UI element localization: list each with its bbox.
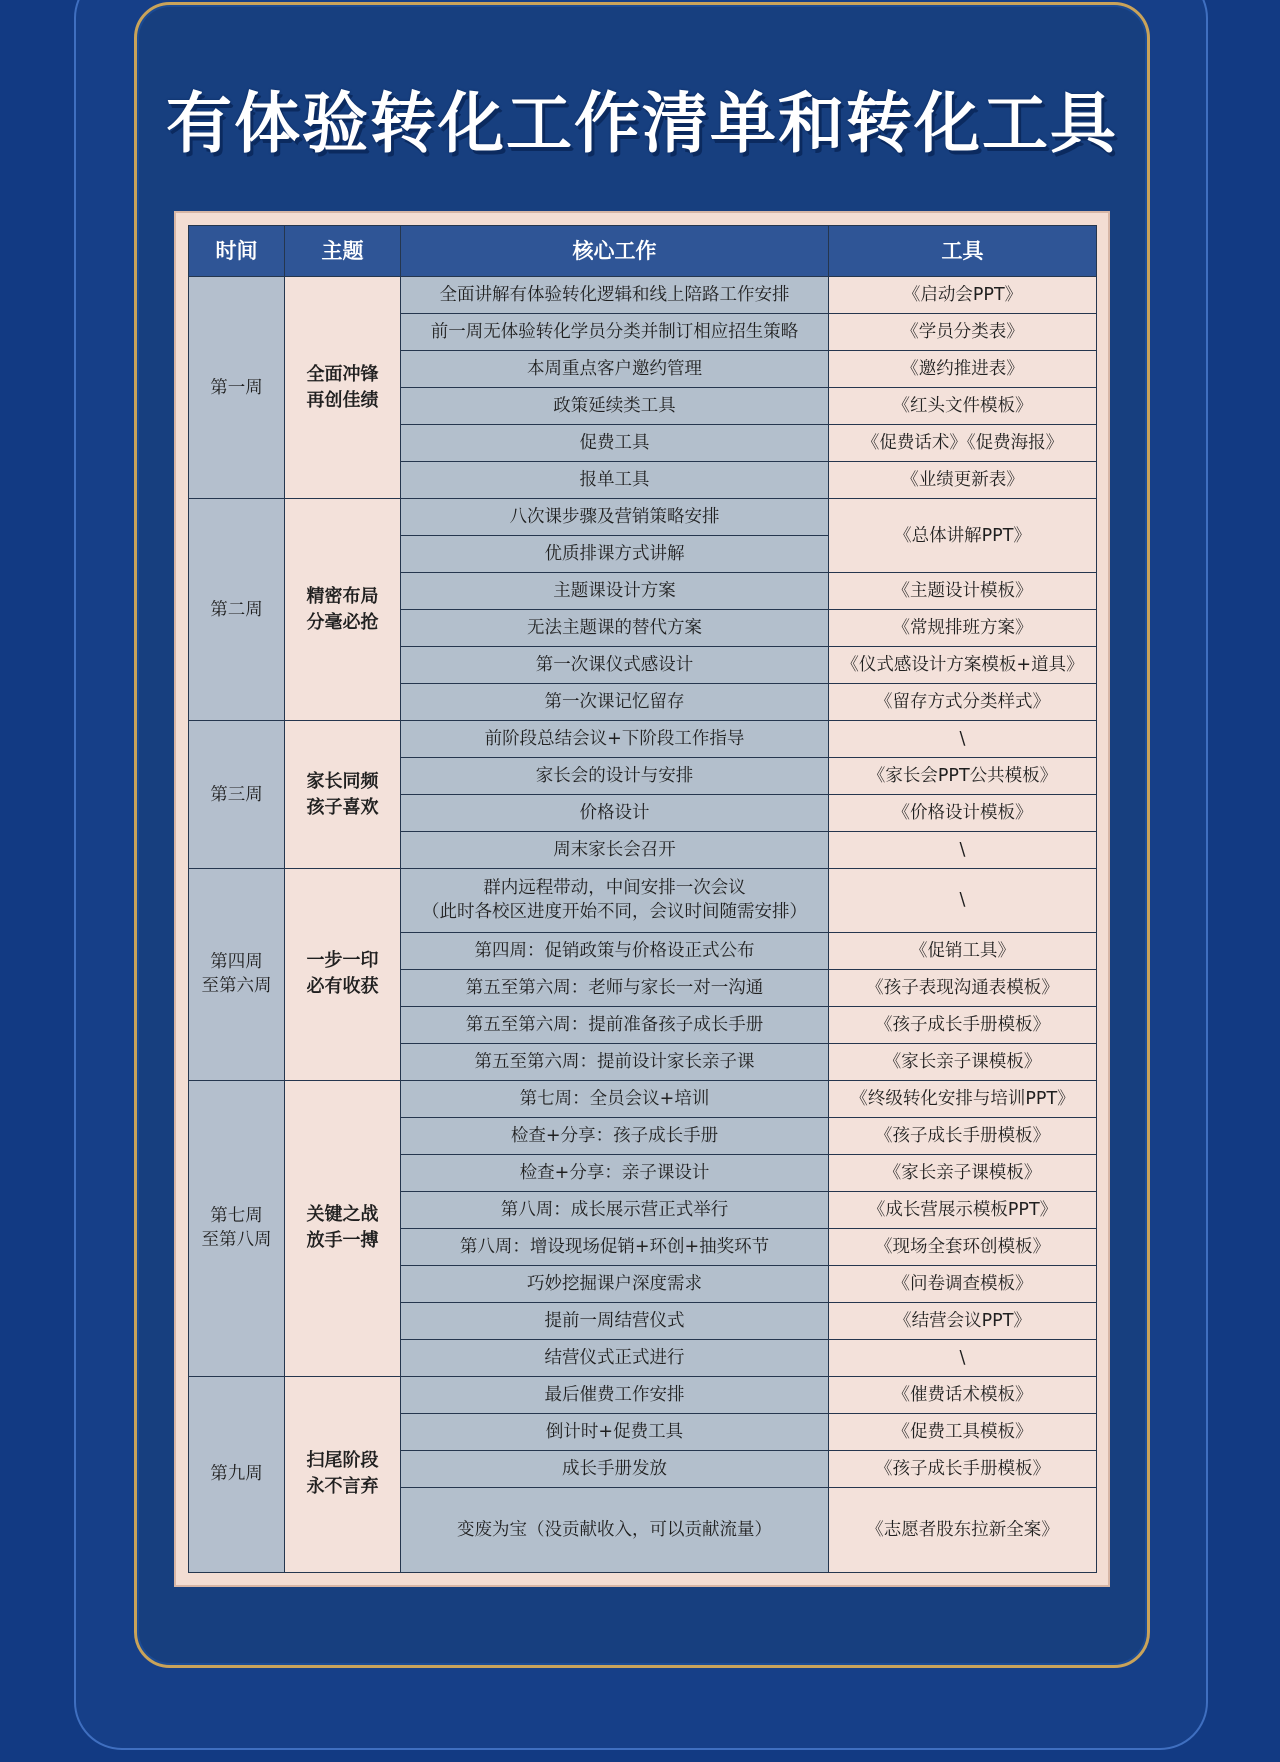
work-cell: 群内远程带动，中间安排一次会议 （此时各校区进度开始不同，会议时间随需安排） xyxy=(401,869,829,933)
tool-cell: 《孩子表现沟通表模板》 xyxy=(829,969,1097,1006)
work-cell: 周末家长会召开 xyxy=(401,832,829,869)
table-row xyxy=(189,721,1097,758)
work-cell: 第四周：促销政策与价格设正式公布 xyxy=(401,932,829,969)
theme-cell: 一步一印 必有收获 xyxy=(285,869,401,1081)
work-cell: 第一次课记忆留存 xyxy=(401,684,829,721)
tool-cell: 《终级转化安排与培训PPT》 xyxy=(829,1080,1097,1117)
header-time: 时间 xyxy=(189,226,285,277)
tool-cell: 《留存方式分类样式》 xyxy=(829,684,1097,721)
tool-cell: 《成长营展示模板PPT》 xyxy=(829,1191,1097,1228)
work-cell: 前阶段总结会议+下阶段工作指导 xyxy=(401,721,829,758)
work-cell: 第五至第六周：老师与家长一对一沟通 xyxy=(401,969,829,1006)
tool-cell: 《启动会PPT》 xyxy=(829,277,1097,314)
tool-cell: 《家长亲子课模板》 xyxy=(829,1043,1097,1080)
tool-cell: 《孩子成长手册模板》 xyxy=(829,1117,1097,1154)
theme-cell: 家长同频 孩子喜欢 xyxy=(285,721,401,869)
tool-cell: \ xyxy=(829,832,1097,869)
time-cell: 第七周 至第八周 xyxy=(189,1080,285,1376)
work-cell: 第五至第六周：提前设计家长亲子课 xyxy=(401,1043,829,1080)
table-row xyxy=(189,869,1097,933)
work-cell: 第七周：全员会议+培训 xyxy=(401,1080,829,1117)
table-row xyxy=(189,1080,1097,1117)
work-cell: 报单工具 xyxy=(401,462,829,499)
tool-cell: \ xyxy=(829,1339,1097,1376)
tool-cell: 《促费工具模板》 xyxy=(829,1413,1097,1450)
work-cell: 政策延续类工具 xyxy=(401,388,829,425)
tool-cell: 《孩子成长手册模板》 xyxy=(829,1006,1097,1043)
worklist-card xyxy=(176,213,1108,1585)
work-cell: 家长会的设计与安排 xyxy=(401,758,829,795)
theme-cell: 扫尾阶段 永不言弃 xyxy=(285,1376,401,1572)
tool-cell: 《促销工具》 xyxy=(829,932,1097,969)
tool-cell: \ xyxy=(829,721,1097,758)
header-theme: 主题 xyxy=(285,226,401,277)
work-cell: 巧妙挖掘课户深度需求 xyxy=(401,1265,829,1302)
work-cell: 第八周：成长展示营正式举行 xyxy=(401,1191,829,1228)
work-cell: 八次课步骤及营销策略安排 xyxy=(401,499,829,536)
tool-cell: 《价格设计模板》 xyxy=(829,795,1097,832)
tool-cell: 《常规排班方案》 xyxy=(829,610,1097,647)
work-cell: 提前一周结营仪式 xyxy=(401,1302,829,1339)
theme-cell: 关键之战 放手一搏 xyxy=(285,1080,401,1376)
work-cell: 最后催费工作安排 xyxy=(401,1376,829,1413)
tool-cell: 《家长亲子课模板》 xyxy=(829,1154,1097,1191)
table-row xyxy=(189,277,1097,314)
theme-cell: 精密布局 分毫必抢 xyxy=(285,499,401,721)
work-cell: 第一次课仪式感设计 xyxy=(401,647,829,684)
work-cell: 促费工具 xyxy=(401,425,829,462)
tool-cell: 《现场全套环创模板》 xyxy=(829,1228,1097,1265)
work-cell: 第八周：增设现场促销+环创+抽奖环节 xyxy=(401,1228,829,1265)
work-cell: 全面讲解有体验转化逻辑和线上陪路工作安排 xyxy=(401,277,829,314)
tool-cell: 《业绩更新表》 xyxy=(829,462,1097,499)
tool-cell: 《家长会PPT公共模板》 xyxy=(829,758,1097,795)
tool-cell: 《问卷调查模板》 xyxy=(829,1265,1097,1302)
work-cell: 倒计时+促费工具 xyxy=(401,1413,829,1450)
tool-cell: 《孩子成长手册模板》 xyxy=(829,1450,1097,1487)
work-cell: 变废为宝（没贡献收入，可以贡献流量） xyxy=(401,1487,829,1572)
tool-cell: 《催费话术模板》 xyxy=(829,1376,1097,1413)
work-cell: 主题课设计方案 xyxy=(401,573,829,610)
tool-cell: \ xyxy=(829,869,1097,933)
work-cell: 检查+分享：孩子成长手册 xyxy=(401,1117,829,1154)
work-cell: 优质排课方式讲解 xyxy=(401,536,829,573)
time-cell: 第四周 至第六周 xyxy=(189,869,285,1081)
theme-cell: 全面冲锋 再创佳绩 xyxy=(285,277,401,499)
time-cell: 第二周 xyxy=(189,499,285,721)
tool-cell: 《促费话术》《促费海报》 xyxy=(829,425,1097,462)
tool-cell: 《邀约推进表》 xyxy=(829,351,1097,388)
table-row xyxy=(189,499,1097,536)
tool-cell: 《结营会议PPT》 xyxy=(829,1302,1097,1339)
tool-cell: 《主题设计模板》 xyxy=(829,573,1097,610)
time-cell: 第九周 xyxy=(189,1376,285,1572)
page-title: 有体验转化工作清单和转化工具 xyxy=(166,85,1118,162)
header-tool: 工具 xyxy=(829,226,1097,277)
table-header-row xyxy=(189,226,1097,277)
tool-cell: 《学员分类表》 xyxy=(829,314,1097,351)
tool-cell: 《总体讲解PPT》 xyxy=(829,499,1097,573)
work-cell: 无法主题课的替代方案 xyxy=(401,610,829,647)
time-cell: 第三周 xyxy=(189,721,285,869)
tool-cell: 《仪式感设计方案模板+道具》 xyxy=(829,647,1097,684)
header-core-work: 核心工作 xyxy=(401,226,829,277)
tool-cell: 《红头文件模板》 xyxy=(829,388,1097,425)
time-cell: 第一周 xyxy=(189,277,285,499)
worklist-table xyxy=(188,225,1097,1573)
work-cell: 价格设计 xyxy=(401,795,829,832)
table-row xyxy=(189,1376,1097,1413)
work-cell: 成长手册发放 xyxy=(401,1450,829,1487)
work-cell: 检查+分享：亲子课设计 xyxy=(401,1154,829,1191)
work-cell: 第五至第六周：提前准备孩子成长手册 xyxy=(401,1006,829,1043)
work-cell: 前一周无体验转化学员分类并制订相应招生策略 xyxy=(401,314,829,351)
work-cell: 本周重点客户邀约管理 xyxy=(401,351,829,388)
tool-cell: 《志愿者股东拉新全案》 xyxy=(829,1487,1097,1572)
work-cell: 结营仪式正式进行 xyxy=(401,1339,829,1376)
